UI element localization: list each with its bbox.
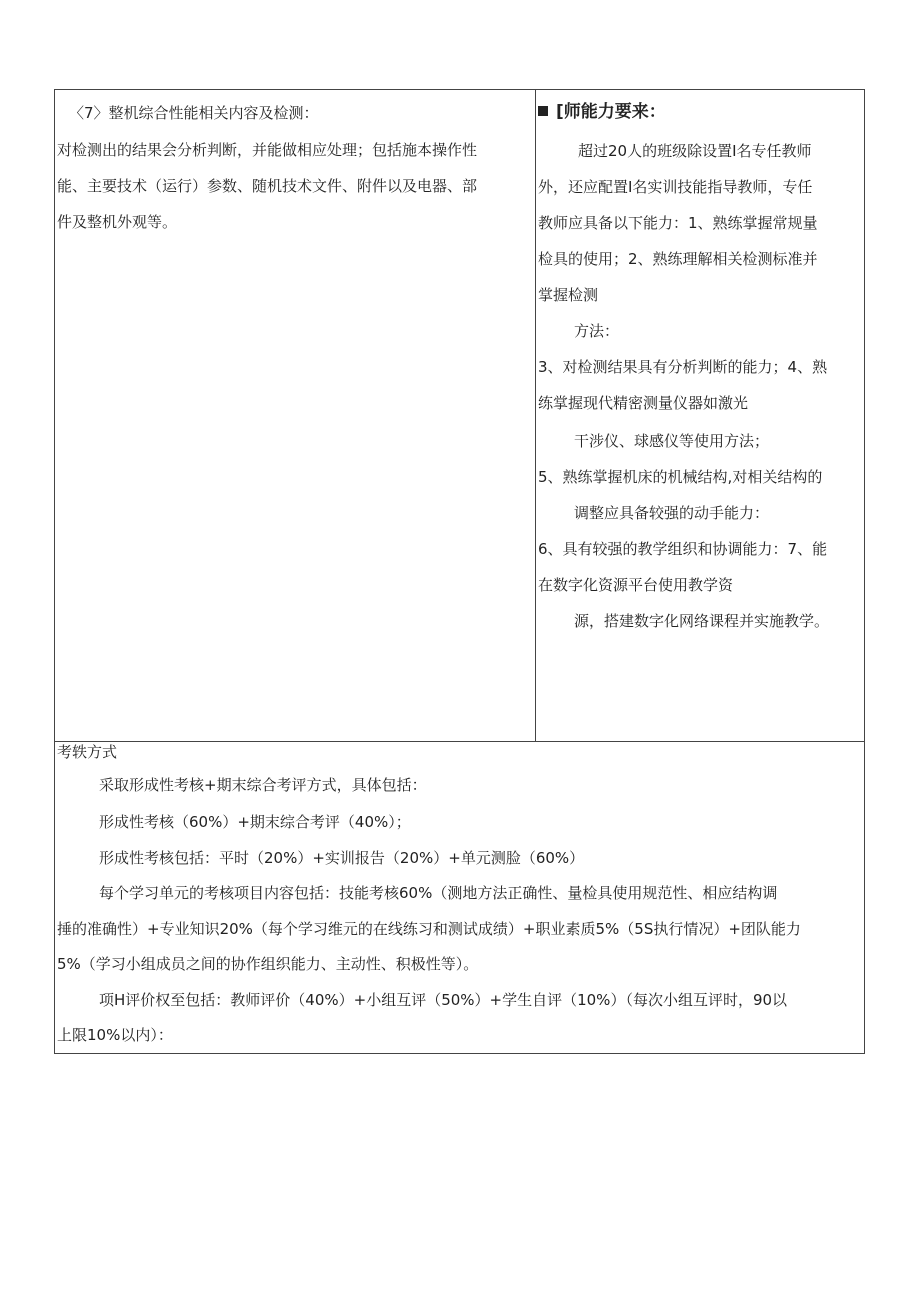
text-line: 掌握检测 [538, 286, 599, 304]
text-line: 方法： [574, 322, 620, 340]
text-line: 对检测出的结果会分析判断，并能做相应处理；包括施本操作性 [57, 141, 478, 159]
text-line: 能、主要技术（运行）参数、随机技术文件、附件以及电器、部 [57, 177, 478, 195]
text-line: 干涉仪、球感仪等使用方法； [574, 432, 770, 450]
text-line: 形成性考核包括：平时（20%）+实训报告（20%）+单元测脸（60%） [99, 849, 585, 867]
text-line: 调整应具备较强的动手能力： [574, 504, 770, 522]
text-line: 捶的准确性）+专业知识20%（每个学习维元的在线练习和测试成绩）+职业素质5%（5S执行情况）+团队能力 [57, 920, 801, 938]
text-line: 每个学习单元的考核项目内容包括：技能考核60%（测地方法正确性、量检具使用规范性、相应结构调 [99, 884, 778, 902]
text-line: 教师应具备以下能力：1、熟练掌握常规量 [538, 214, 818, 232]
table-row-top [55, 90, 864, 742]
cell-assessment-method [55, 742, 864, 1053]
text-line: 采取形成性考核+期末综合考评方式，具体包括： [99, 776, 427, 794]
text-line: 5、熟练掌握机床的机械结构,对相关结构的 [538, 468, 823, 486]
text-line: 件及整机外观等。 [57, 213, 178, 231]
teacher-requirements-title: [师能力要来： [556, 102, 666, 122]
text-line: 项H评价权至包括：教师评价（40%）+小组互评（50%）+学生自评（10%）（每次小组互评时，90以 [99, 991, 788, 1009]
text-line: 3、对检测结果具有分析判断的能力；4、熟 [538, 358, 828, 376]
text-line: 超过20人的班级除设置I名专任教师 [578, 142, 812, 160]
cell-heading: 〈7〉整机综合性能相关内容及检测： [69, 104, 319, 122]
cell-heading [538, 102, 666, 122]
text-line: 上限10%以内）： [57, 1026, 173, 1044]
text-line: 练掌握现代精密测量仪器如激光 [538, 394, 749, 412]
cell-teacher-requirements [536, 90, 864, 741]
text-line: 在数字化资源平台使用教学资 [538, 576, 734, 594]
text-line: 5%（学习小组成员之间的协作组织能力、主动性、积极性等）。 [57, 955, 479, 973]
text-line: 外，还应配置I名实训技能指导教师，专任 [538, 178, 813, 196]
text-line: 形成性考核（60%）+期末综合考评（40%）； [99, 813, 411, 831]
assessment-title: 考轶方式 [57, 743, 118, 761]
text-line: 源，搭建数字化网络课程并实施教学。 [574, 612, 830, 630]
text-line: 检具的使用；2、熟练理解相关检测标准并 [538, 250, 818, 268]
square-bullet-icon [538, 106, 548, 116]
text-line: 6、具有较强的教学组织和协调能力：7、能 [538, 540, 828, 558]
document-table [54, 89, 865, 1054]
cell-machine-performance [55, 90, 536, 741]
